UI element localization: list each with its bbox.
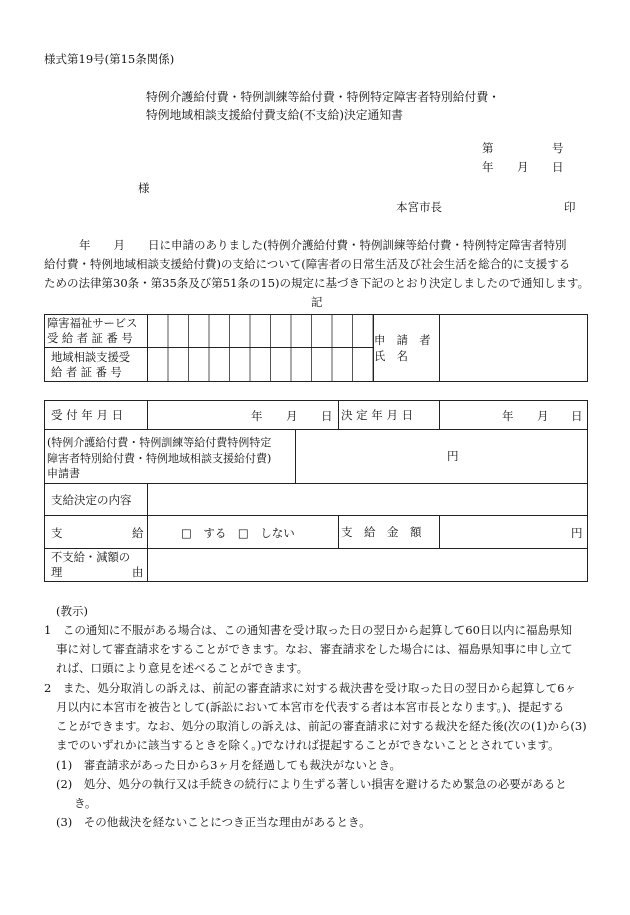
notes-heading: (教示)	[56, 604, 88, 618]
title-line-2: 特例地域相談支援給付費支給(不支給)決定通知書	[146, 108, 403, 122]
application-label-3: 申請書	[47, 467, 80, 480]
notes-item1-line1: 1 この通知に不服がある場合は、この通知書を受け取った日の翌日から起算して60日以内に福島県知	[44, 623, 572, 637]
notes-item1-line3: れば、口頭により意見を述べることができます。	[56, 661, 309, 675]
reason-label-2b: 由	[132, 566, 144, 579]
application-label-1: (特例介護給付費・特例訓練等給付費特例特定	[47, 436, 272, 449]
notes-item2-line1: 2 また、処分取消しの訴えは、前記の審査請求に対する裁決書を受け取った日の翌日から起算して6ヶ	[44, 681, 577, 695]
body-line-3: ための法律第30条・第35条及び第51条の15)の規定に基づき下記のとおり決定しましたので通知します。	[44, 276, 590, 290]
decision-table	[44, 400, 588, 582]
payment-label-a: 支	[51, 526, 63, 540]
notes-item2-line4: までのいずれかに該当するときを除く。)でなければ提起することができないこととされています。	[56, 738, 560, 752]
decision-date-label: 決 定 年 月 日	[341, 408, 414, 422]
reason-field[interactable]	[148, 549, 587, 581]
title-line-1: 特例介護給付費・特例訓練等給付費・特例特定障害者特別給付費・	[146, 90, 500, 104]
form-label: 様式第19号(第15条関係)	[44, 52, 175, 66]
date-day: 日	[552, 160, 564, 174]
addressee-suffix: 様	[138, 181, 150, 195]
notes-sub1: (1) 審査請求があった日から3ヶ月を経過しても裁決がないとき。	[56, 758, 402, 772]
consult-cert-label-1: 地域相談支援受	[51, 351, 131, 364]
decision-content-field[interactable]	[148, 484, 587, 515]
applicant-name-label: 申 請 者 氏 名	[374, 334, 442, 363]
ki-mark: 記	[311, 295, 323, 309]
date-year: 年	[482, 160, 494, 174]
number-suffix: 号	[552, 141, 564, 155]
applicant-name-field[interactable]	[440, 315, 587, 381]
decision-day: 日	[571, 409, 583, 423]
service-cert-label-1: 障害福祉サービス	[47, 317, 138, 330]
service-cert-label-2: 受 給 者 証 番 号	[47, 332, 133, 345]
application-label-2: 障害者特別給付費・特例地域相談支援給付費)	[47, 451, 272, 465]
decision-date-field[interactable]	[440, 401, 587, 429]
amount-field[interactable]	[440, 516, 587, 548]
receipt-month: 月	[286, 409, 298, 423]
notes-item2-line3: ことができます。なお、処分の取消しの訴えは、前記の審査請求に対する裁決を経た後(次の(1)から(3)	[56, 719, 587, 733]
payment-label-b: 給	[132, 526, 144, 540]
body-line-1: 年 月 日に申請のありました(特例介護給付費・特例訓練等給付費・特例特定障害者特別	[79, 238, 567, 252]
issuer: 本宮市長	[396, 200, 442, 214]
amount-yen: 円	[571, 526, 583, 540]
notes-sub2-line1: (2) 処分、処分の執行又は手続きの続行により生ずる著しい損害を避けるため緊急の必要があると	[56, 777, 567, 791]
certificate-table	[44, 314, 588, 382]
decision-year: 年	[502, 409, 514, 423]
application-yen: 円	[447, 449, 459, 463]
decision-content-label: 支給決定の内容	[51, 492, 132, 507]
receipt-day: 日	[321, 409, 333, 423]
decision-month: 月	[537, 409, 549, 423]
body-line-2: 給付費・特例地域相談支援給付費)の支給について(障害者の日常生活及び社会生活を総合的に支援する	[44, 257, 571, 271]
service-cert-number-cells[interactable]	[148, 315, 373, 348]
notes-item1-line2: 事に対して審査請求をすることができます。なお、審査請求をした場合には、福島県知事に申し立て	[56, 642, 573, 656]
number-prefix: 第	[482, 141, 494, 155]
receipt-date-label: 受 付 年 月 日	[51, 408, 124, 422]
consult-cert-number-cells[interactable]	[148, 348, 373, 381]
payment-options[interactable]: □ する □ しない	[181, 526, 295, 540]
notes-sub3: (3) その他裁決を経ないことにつき正当な理由があるとき。	[56, 815, 371, 829]
receipt-date-field[interactable]	[148, 401, 339, 429]
reason-label-2a: 理	[51, 566, 63, 579]
reason-label-1: 不支給・減額の	[51, 551, 131, 564]
amount-label: 支 給 金 額	[341, 525, 422, 539]
consult-cert-label-2: 給 者 証 番 号	[51, 366, 122, 379]
notes-sub2-line2: き。	[74, 796, 97, 810]
receipt-year: 年	[251, 409, 263, 423]
application-amount-field[interactable]	[296, 430, 587, 483]
notes-item2-line2: 月以内に本宮市を被告として(訴訟において本宮市を代表する者は本宮市長となります。)、提起する	[56, 700, 565, 714]
date-month: 月	[517, 160, 529, 174]
seal-mark: 印	[564, 200, 576, 214]
